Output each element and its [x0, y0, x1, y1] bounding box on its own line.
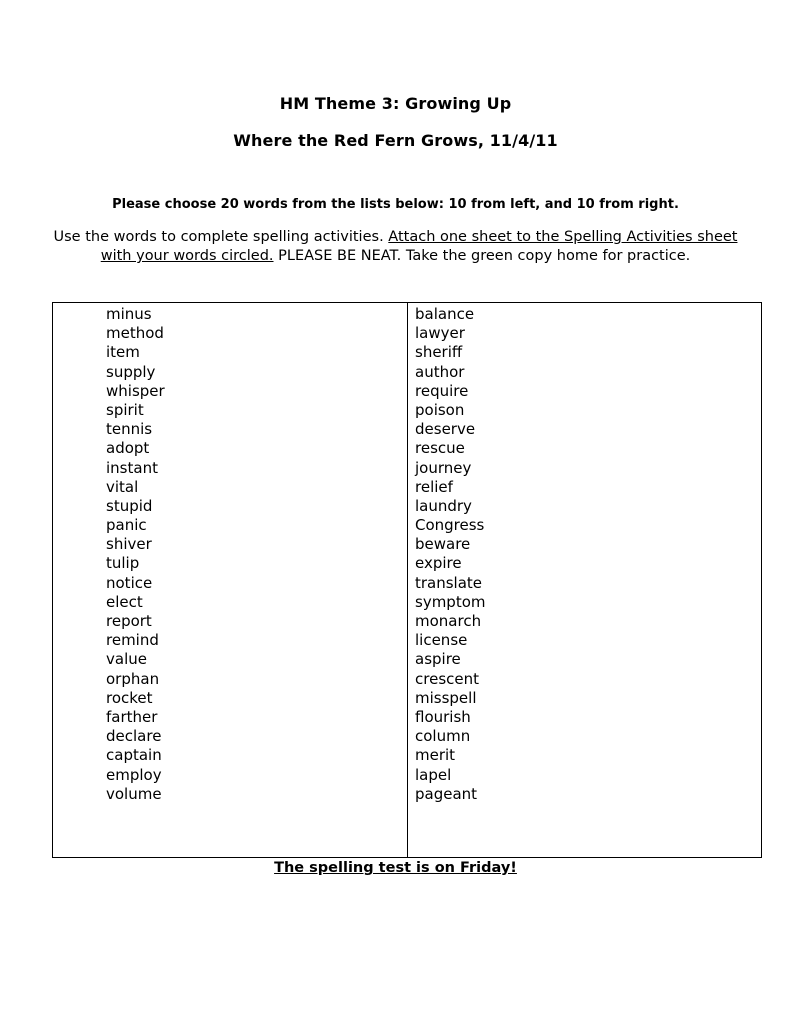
right-word-item: column — [415, 727, 471, 746]
left-word-item: employ — [106, 765, 162, 784]
right-word-item: monarch — [415, 612, 482, 630]
left-word-item: shiver — [106, 535, 152, 554]
column-divider — [407, 303, 408, 857]
page-title: HM Theme 3: Growing Up — [279, 94, 512, 113]
right-word-item: deserve — [415, 420, 476, 439]
right-word-item: flourish — [415, 707, 471, 726]
right-word-item: expire — [415, 554, 462, 573]
right-word-item: crescent — [415, 669, 479, 688]
instructions-text: Use the words to complete spelling activities. — [53, 229, 389, 245]
left-word-item: adopt — [106, 439, 150, 458]
right-word-item: journey — [415, 458, 472, 477]
left-word-item: farther — [106, 707, 158, 726]
left-word-item: volume — [106, 784, 162, 803]
left-word-item: vital — [106, 477, 139, 496]
left-word-item: panic — [106, 516, 147, 535]
left-word-item: spirit — [106, 400, 144, 419]
right-word-list — [415, 305, 486, 804]
left-word-item: stupid — [106, 496, 153, 515]
instructions-heading: Please choose 20 words from the lists below: 10 from left, and 10 from right. — [112, 197, 679, 212]
right-word-item: lapel — [415, 765, 452, 784]
left-word-item: minus — [106, 305, 152, 323]
right-word-item: symptom — [415, 592, 486, 611]
right-word-item: translate — [415, 573, 483, 592]
left-word-item: rocket — [106, 688, 153, 707]
left-word-item: method — [106, 324, 164, 343]
left-word-item: whisper — [106, 381, 165, 400]
right-word-item: misspell — [415, 688, 477, 707]
left-word-item: value — [106, 650, 147, 669]
right-word-item: poison — [415, 400, 465, 419]
left-word-item: instant — [106, 458, 158, 477]
right-word-item: pageant — [415, 784, 478, 803]
right-word-item: sheriff — [415, 343, 463, 362]
left-word-item: declare — [106, 727, 162, 746]
left-word-item: orphan — [106, 669, 160, 688]
right-word-item: laundry — [415, 496, 472, 515]
page-subtitle: Where the Red Fern Grows, 11/4/11 — [233, 131, 558, 150]
left-word-item: report — [106, 612, 152, 630]
left-word-item: elect — [106, 592, 143, 611]
left-word-item: item — [106, 343, 140, 362]
instructions-text-end: PLEASE BE NEAT. Take the green copy home for practice. — [273, 248, 691, 264]
right-word-item: aspire — [415, 650, 461, 669]
right-word-item: relief — [415, 477, 453, 496]
right-word-item: require — [415, 381, 469, 400]
right-word-item: author — [415, 362, 465, 381]
spelling-test-note: The spelling test is on Friday! — [274, 860, 517, 876]
right-word-item: Congress — [415, 516, 485, 535]
right-word-item: balance — [415, 305, 475, 323]
left-word-item: tulip — [106, 554, 140, 573]
left-word-item: notice — [106, 573, 153, 592]
instructions-paragraph — [40, 228, 751, 266]
left-word-list — [106, 305, 165, 804]
left-word-item: remind — [106, 631, 159, 650]
right-word-item: rescue — [415, 439, 465, 458]
right-word-item: beware — [415, 535, 471, 554]
instructions-underlined-text: Attach one sheet to the Spelling Activities sheet with your words circled. — [100, 229, 738, 264]
right-word-item: merit — [415, 746, 456, 765]
left-word-item: tennis — [106, 420, 153, 439]
right-word-item: lawyer — [415, 324, 465, 343]
word-list-table — [52, 302, 762, 858]
left-word-item: supply — [106, 362, 156, 381]
right-word-item: license — [415, 631, 468, 650]
left-word-item: captain — [106, 746, 162, 765]
